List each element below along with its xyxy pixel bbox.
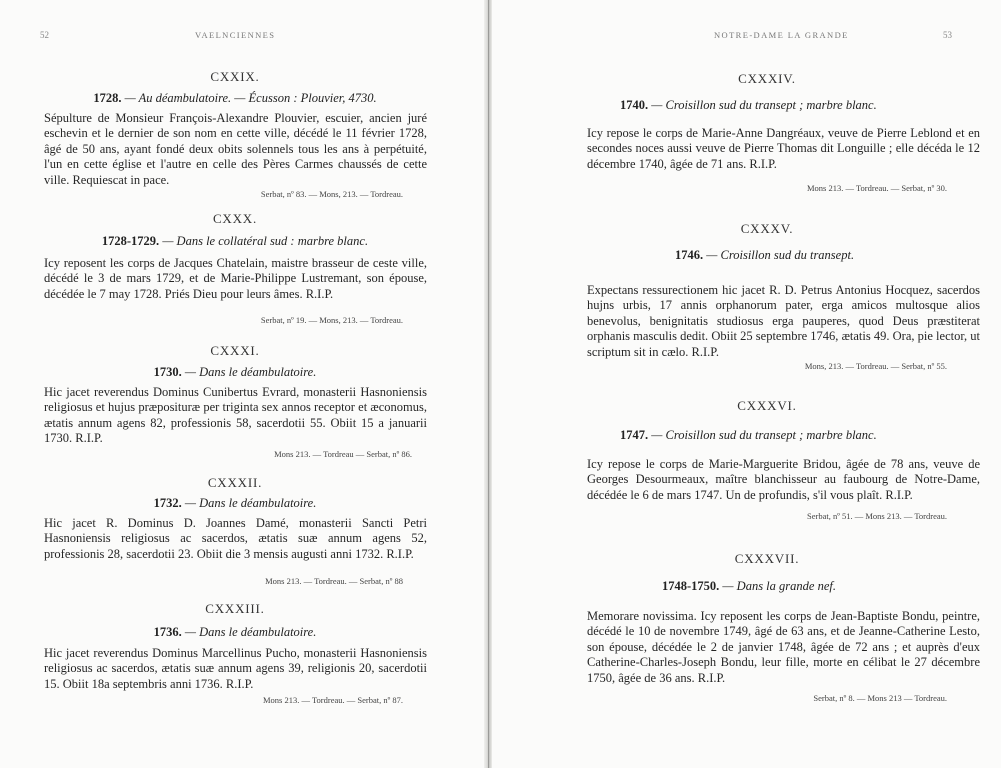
entry-references: Serbat, nº 19. — Mons, 213. — Tordreau. <box>260 315 403 325</box>
page-number: 53 <box>943 30 952 40</box>
entry-location <box>40 625 430 640</box>
entry-location-text: — Croisillon sud du transept ; marbre blanc. <box>651 428 877 442</box>
entry-number: CXXXIV. <box>738 71 796 86</box>
entry-location-text: — Dans le déambulatoire. <box>184 365 317 379</box>
page-fold <box>488 0 489 768</box>
entry-number: CXXXI. <box>210 343 260 358</box>
entry-references: Mons, 213. — Tordreau. — Serbat, nº 55. <box>804 361 947 371</box>
entry-date: 1747. <box>620 428 649 442</box>
entry-text: Icy repose le corps de Marie-Marguerite Bridou, âgée de 78 ans, veuve de Georges Desourmeaux, maître blanchisseur au faubourg de Notre-Dame, décédée le 6 de mars 1747. Un de profundis, s'il vous plaît. R.I.P. <box>587 457 980 502</box>
entry-date: 1732. <box>153 496 182 510</box>
entry-number: CXXXV. <box>740 221 794 236</box>
entry-text: Hic jacet R. Dominus D. Joannes Damé, monasterii Sancti Petri Hasnoniensis religiosus ac sacerdos, ætatis suæ annum agens 52, professionis 28, sacerdotii 23. Obiit die 3 mensis augusti anni 1732. R.I.P. <box>44 516 427 561</box>
entry-date: 1748-1750. <box>662 579 720 593</box>
entry-location-text: — Dans le collatéral sud : marbre blanc. <box>162 234 369 248</box>
entry-location-text: — Dans le déambulatoire. <box>184 496 317 510</box>
entry-number: CXXXVII. <box>734 551 800 566</box>
entry-text: Expectans ressurectionem hic jacet R. D. Petrus Antonius Hocquez, sacerdos hujns urbis, 17 annis orphanorum pater, erga amicos multosque alios benevolus, benignitatis studiosus erga pauperes, quod Deus præstiterat orphanis masculis dedit. Obiit 25 septembre 1746, ætatis 49. Ora, pie lector, ut scriptum sit in cælo. R.I.P. <box>587 283 980 359</box>
entry-references: Mons 213. — Tordreau — Serbat, nº 86. <box>274 449 412 459</box>
entry-number: CXXIX. <box>210 69 260 84</box>
entry-text: Memorare novissima. Icy reposent les corps de Jean-Baptiste Bondu, peintre, décédé le 10 de novembre 1749, âgé de 63 ans, et de Jeanne-Catherine Lesto, son épouse, décédée le 2 de janvier 1748, âgée de 72 ans ; et auprès d'eux Catherine-Charles-Joseph Bondu, leur fille, morte en célibat le 27 décembre 1750, âgée de 36 ans. R.I.P. <box>587 609 980 685</box>
entry-location <box>592 428 1001 443</box>
entry-number: CXXXIII. <box>205 601 265 616</box>
entry-date: 1728. <box>93 91 122 105</box>
entry-location <box>40 234 430 249</box>
entry-number: CXXX. <box>212 211 258 226</box>
entry-text: Icy reposent les corps de Jacques Chatelain, maistre brasseur de ceste ville, décédé le 3 de mars 1729, et de Marie-Philippe Lustremant, son épouse, décédée le 7 may 1728. Priés Dieu pour leurs âmes. R.I.P. <box>44 256 427 301</box>
entry-location-text: — Au déambulatoire. — Écusson : Plouvier, 4730. <box>124 91 377 105</box>
entry-text: Sépulture de Monsieur François-Alexandre Plouvier, escuier, ancien juré eschevin et le dernier de son nom en cette ville, décédé le 11 février 1728, âgé de 50 ans, ayant fondé deux obits solennels tous les ans à perpétuité, l'un en cette église et l'autre en celle des Pères Carmes chaussés de cette ville. Requiescat in pace. <box>44 111 427 187</box>
running-head: NOTRE-DAME LA GRANDE <box>714 30 849 40</box>
entry-location <box>40 496 430 511</box>
entry-date: 1730. <box>153 365 182 379</box>
entry-number: CXXXII. <box>207 475 263 490</box>
right-page <box>492 0 1001 768</box>
entry-location <box>592 248 1001 263</box>
entry-references: Mons 213. — Tordreau. — Serbat, nº 87. <box>263 695 403 705</box>
entry-date: 1736. <box>153 625 182 639</box>
left-page <box>0 0 486 768</box>
running-head: VAELNCIENNES <box>195 30 276 40</box>
entry-location-text: — Dans le déambulatoire. <box>184 625 317 639</box>
entry-text: Hic jacet reverendus Dominus Cunibertus Evrard, monasterii Hasnoniensis religiosus et hujus præposituræ per triginta sex annos receptor et æconomus, ætatis annum agens 82, professionis 58, sacerdotii 55. Obiit 15 a januarii 1730. R.I.P. <box>44 385 427 446</box>
entry-date: 1746. <box>675 248 704 262</box>
entry-text: Hic jacet reverendus Dominus Marcellinus Pucho, monasterii Hasnoniensis religiosus ac sacerdos, ætatis suæ annum agens 39, religionis 20, sacerdotii 15. Obiit 18a septembris anni 1736. R.I.P. <box>44 646 427 691</box>
entry-references: Mons 213. — Tordreau. — Serbat, nº 88 <box>265 576 403 586</box>
page-number: 52 <box>40 30 49 40</box>
entry-location <box>592 98 1001 113</box>
entry-date: 1740. <box>620 98 649 112</box>
entry-location <box>40 91 430 106</box>
entry-number: CXXXVI. <box>737 398 797 413</box>
entry-location-text: — Croisillon sud du transept. <box>706 248 855 262</box>
entry-references: Serbat, nº 8. — Mons 213 — Tordreau. <box>813 693 947 703</box>
entry-location-text: — Dans la grande nef. <box>722 579 836 593</box>
entry-location <box>592 579 1001 594</box>
entry-location <box>40 365 430 380</box>
entry-references: Serbat, nº 83. — Mons, 213. — Tordreau. <box>260 189 403 199</box>
entry-references: Mons 213. — Tordreau. — Serbat, nº 30. <box>807 183 947 193</box>
entry-text: Icy repose le corps de Marie-Anne Dangréaux, veuve de Pierre Leblond et en secondes noces aussi veuve de Pierre Thomas dit Longuille ; elle décéda le 12 décembre 1740, âgée de 71 ans. R.I.P. <box>587 126 980 171</box>
entry-references: Serbat, nº 51. — Mons 213. — Tordreau. <box>807 511 947 521</box>
entry-location-text: — Croisillon sud du transept ; marbre blanc. <box>651 98 877 112</box>
entry-date: 1728-1729. <box>101 234 160 248</box>
